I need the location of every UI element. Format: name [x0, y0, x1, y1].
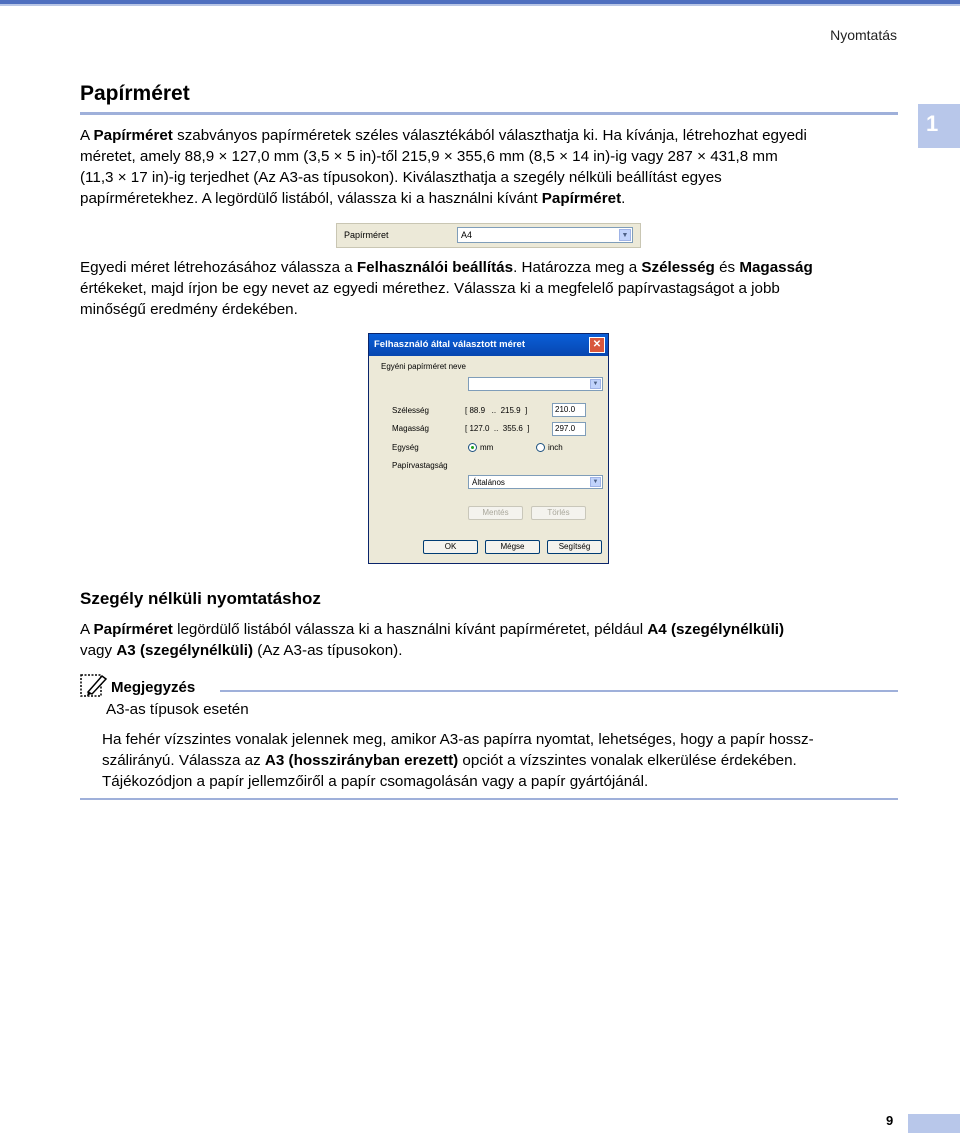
paragraph-custom	[80, 257, 900, 320]
text-run: legördülő listából válassza ki a használni kívánt papírméretet, például	[172, 621, 648, 638]
help-button[interactable]: Segítség	[547, 540, 602, 554]
name-label: Egyéni papírméret neve	[381, 362, 466, 371]
dialog-titlebar	[369, 334, 608, 356]
text-run: A3 (szegélynélküli)	[116, 642, 254, 659]
text-run: Papírméret	[93, 127, 173, 144]
text-run: Felhasználói beállítás	[356, 259, 514, 276]
section-title: Papírméret	[80, 82, 190, 105]
text-run: szabványos papírméretek széles választékából választhatja ki. Ha kívánja, létrehozhat egyedi	[172, 127, 807, 144]
unit-inch-radio[interactable]	[536, 443, 545, 452]
height-range: [ 127.0 .. 355.6 ]	[465, 424, 530, 433]
chevron-down-icon[interactable]: ▼	[590, 477, 601, 487]
thickness-select[interactable]	[468, 475, 603, 489]
text-run: A	[80, 127, 94, 144]
text-run: vagy	[80, 642, 117, 659]
height-label: Magasság	[392, 424, 429, 433]
paper-size-label: Papírméret	[344, 230, 389, 240]
text-run: A	[80, 621, 94, 638]
ok-button[interactable]: OK	[423, 540, 478, 554]
note-end-rule	[80, 798, 898, 800]
text-run: Ha fehér vízszintes vonalak jelennek meg, amikor A3-as papírra nyomtat, lehetséges, hogy a papír hossz-	[102, 731, 814, 748]
text-run: értékeket, majd írjon be egy nevet az egyedi mérethez. Válassza ki a megfelelő papírvastagságot a jobb	[80, 280, 780, 297]
page-number: 9	[886, 1113, 894, 1128]
note-title: Megjegyzés	[111, 679, 196, 696]
page-tab	[908, 1114, 960, 1133]
text-run: Magasság	[739, 259, 813, 276]
text-run: A4 (szegélynélküli)	[647, 621, 785, 638]
width-range: [ 88.9 .. 215.9 ]	[465, 406, 528, 415]
text-run: opciót a vízszintes vonalak elkerülése érdekében.	[458, 752, 797, 769]
chapter-tab	[918, 104, 960, 148]
text-run: . Határozza meg a	[513, 259, 642, 276]
cancel-button[interactable]: Mégse	[485, 540, 540, 554]
chapter-number: 1	[926, 111, 939, 136]
dialog-title: Felhasználó által választott méret	[374, 339, 525, 350]
note-rule	[220, 690, 898, 692]
delete-button[interactable]: Törlés	[531, 506, 586, 520]
top-border-light	[0, 4, 960, 6]
text-run: Papírméret	[93, 621, 173, 638]
unit-label: Egység	[392, 443, 419, 452]
text-run: (Az A3-as típusokon).	[253, 642, 403, 659]
title-rule	[80, 112, 898, 115]
text-run: minőségű eredmény érdekében.	[80, 301, 298, 318]
paper-size-value: A4	[461, 230, 473, 240]
text-run: szálirányú. Válassza az	[102, 752, 265, 769]
thickness-label: Papírvastagság	[392, 461, 448, 470]
note-text	[102, 729, 902, 792]
text-run: papírméretekhez. A legördülő listából, válassza ki a használni kívánt	[80, 190, 542, 207]
unit-inch-label: inch	[548, 443, 563, 452]
paragraph-borderless	[80, 619, 900, 661]
note-subtitle: A3-as típusok esetén	[106, 701, 249, 718]
thickness-value: Általános	[472, 478, 505, 487]
paragraph-intro	[80, 125, 900, 209]
height-input[interactable]: 297.0	[552, 422, 586, 436]
borderless-title: Szegély nélküli nyomtatáshoz	[80, 589, 321, 608]
paper-size-select[interactable]	[457, 227, 633, 243]
chevron-down-icon[interactable]: ▼	[590, 379, 601, 389]
custom-size-dialog	[368, 333, 609, 564]
paper-size-dropdown-figure	[336, 223, 641, 248]
unit-mm-label: mm	[480, 443, 494, 452]
text-run: és	[714, 259, 740, 276]
text-run: méretet, amely 88,9 × 127,0 mm (3,5 × 5 in)-től 215,9 × 355,6 mm (8,5 × 14 in)-ig vagy 287 × 431,8 mm	[80, 148, 778, 165]
chevron-down-icon[interactable]: ▼	[619, 229, 631, 241]
name-combo[interactable]	[468, 377, 603, 391]
text-run: .	[621, 190, 626, 207]
text-run: Egyedi méret létrehozásához válassza a	[80, 259, 357, 276]
text-run: Szélesség	[641, 259, 715, 276]
text-run: Tájékozódjon a papír jellemzőiről a papír csomagolásán vagy a papír gyártójánál.	[102, 773, 649, 790]
text-run: A3 (hosszirányban erezett)	[264, 752, 459, 769]
note-pencil-icon	[80, 672, 108, 698]
running-header: Nyomtatás	[830, 27, 897, 43]
unit-mm-radio[interactable]	[468, 443, 477, 452]
width-input[interactable]: 210.0	[552, 403, 586, 417]
width-label: Szélesség	[392, 406, 429, 415]
text-run: Papírméret	[541, 190, 622, 207]
save-button[interactable]: Mentés	[468, 506, 523, 520]
close-icon[interactable]: ✕	[589, 337, 605, 353]
text-run: (11,3 × 17 in)-ig terjedhet (Az A3-as típusokon). Kiválaszthatja a szegély nélküli beállítást egyes	[80, 169, 722, 186]
